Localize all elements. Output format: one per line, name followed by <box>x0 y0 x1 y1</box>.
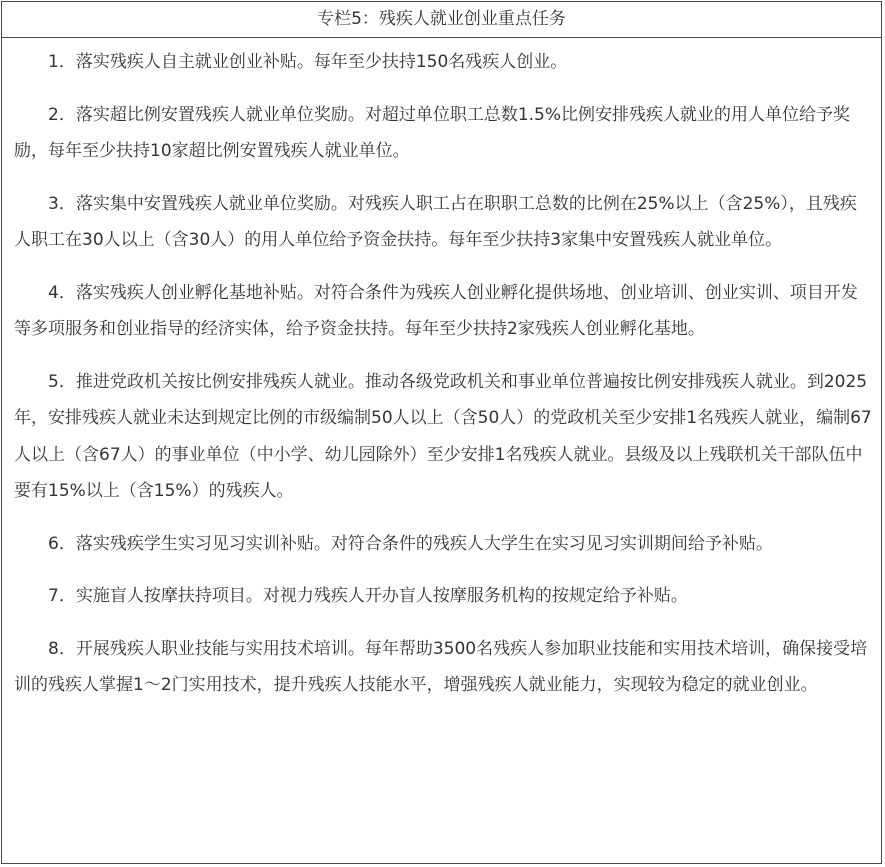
task-item-3: 3．落实集中安置残疾人就业单位奖励。对残疾人职工占在职职工总数的比例在25%以上（含25%），且残疾人职工在30人以上（含30人）的用人单位给予资金扶持。每年至少扶持3家集中安置残疾人就业单位。 <box>14 193 857 250</box>
task-list <box>2 38 881 704</box>
task-item-7: 7．实施盲人按摩扶持项目。对视力残疾人开办盲人按摩服务机构的按规定给予补贴。 <box>48 586 688 606</box>
task-item-6: 6．落实残疾学生实习见习实训补贴。对符合条件的残疾人大学生在实习见习实训期间给予补贴。 <box>48 533 773 554</box>
task-item-8: 8．开展残疾人职业技能与实用技术培训。每年帮助3500名残疾人参加职业技能和实用技术培训，确保接受培训的残疾人掌握1～2门实用技术，提升残疾人技能水平，增强残疾人就业能力，实现较为稳定的就业创业。 <box>14 638 868 695</box>
task-column-box <box>1 1 882 864</box>
task-item-1: 1．落实残疾人自主就业创业补贴。每年至少扶持150名残疾人创业。 <box>48 52 568 72</box>
task-item-4: 4．落实残疾人创业孵化基地补贴。对符合条件为残疾人创业孵化提供场地、创业培训、创业实训、项目开发等多项服务和创业指导的经济实体，给予资金扶持。每年至少扶持2家残疾人创业孵化基地。 <box>14 282 858 339</box>
task-item-5: 5．推进党政机关按比例安排残疾人就业。推动各级党政机关和事业单位普遍按比例安排残疾人就业。到2025年，安排残疾人就业未达到规定比例的市级编制50人以上（含50人）的党政机关至少安排1名残疾人就业，编制67人以上（含67人）的事业单位（中小学、幼儿园除外）至少安排1名残疾人就业。县级及以上残联机关干部队伍中要有15%以上（含15%）的残疾人。 <box>14 371 872 501</box>
task-item-2: 2．落实超比例安置残疾人就业单位奖励。对超过单位职工总数1.5%比例安排残疾人就业的用人单位给予奖励，每年至少扶持10家超比例安置残疾人就业单位。 <box>14 104 851 161</box>
column-title: 专栏5：残疾人就业创业重点任务 <box>2 2 881 38</box>
